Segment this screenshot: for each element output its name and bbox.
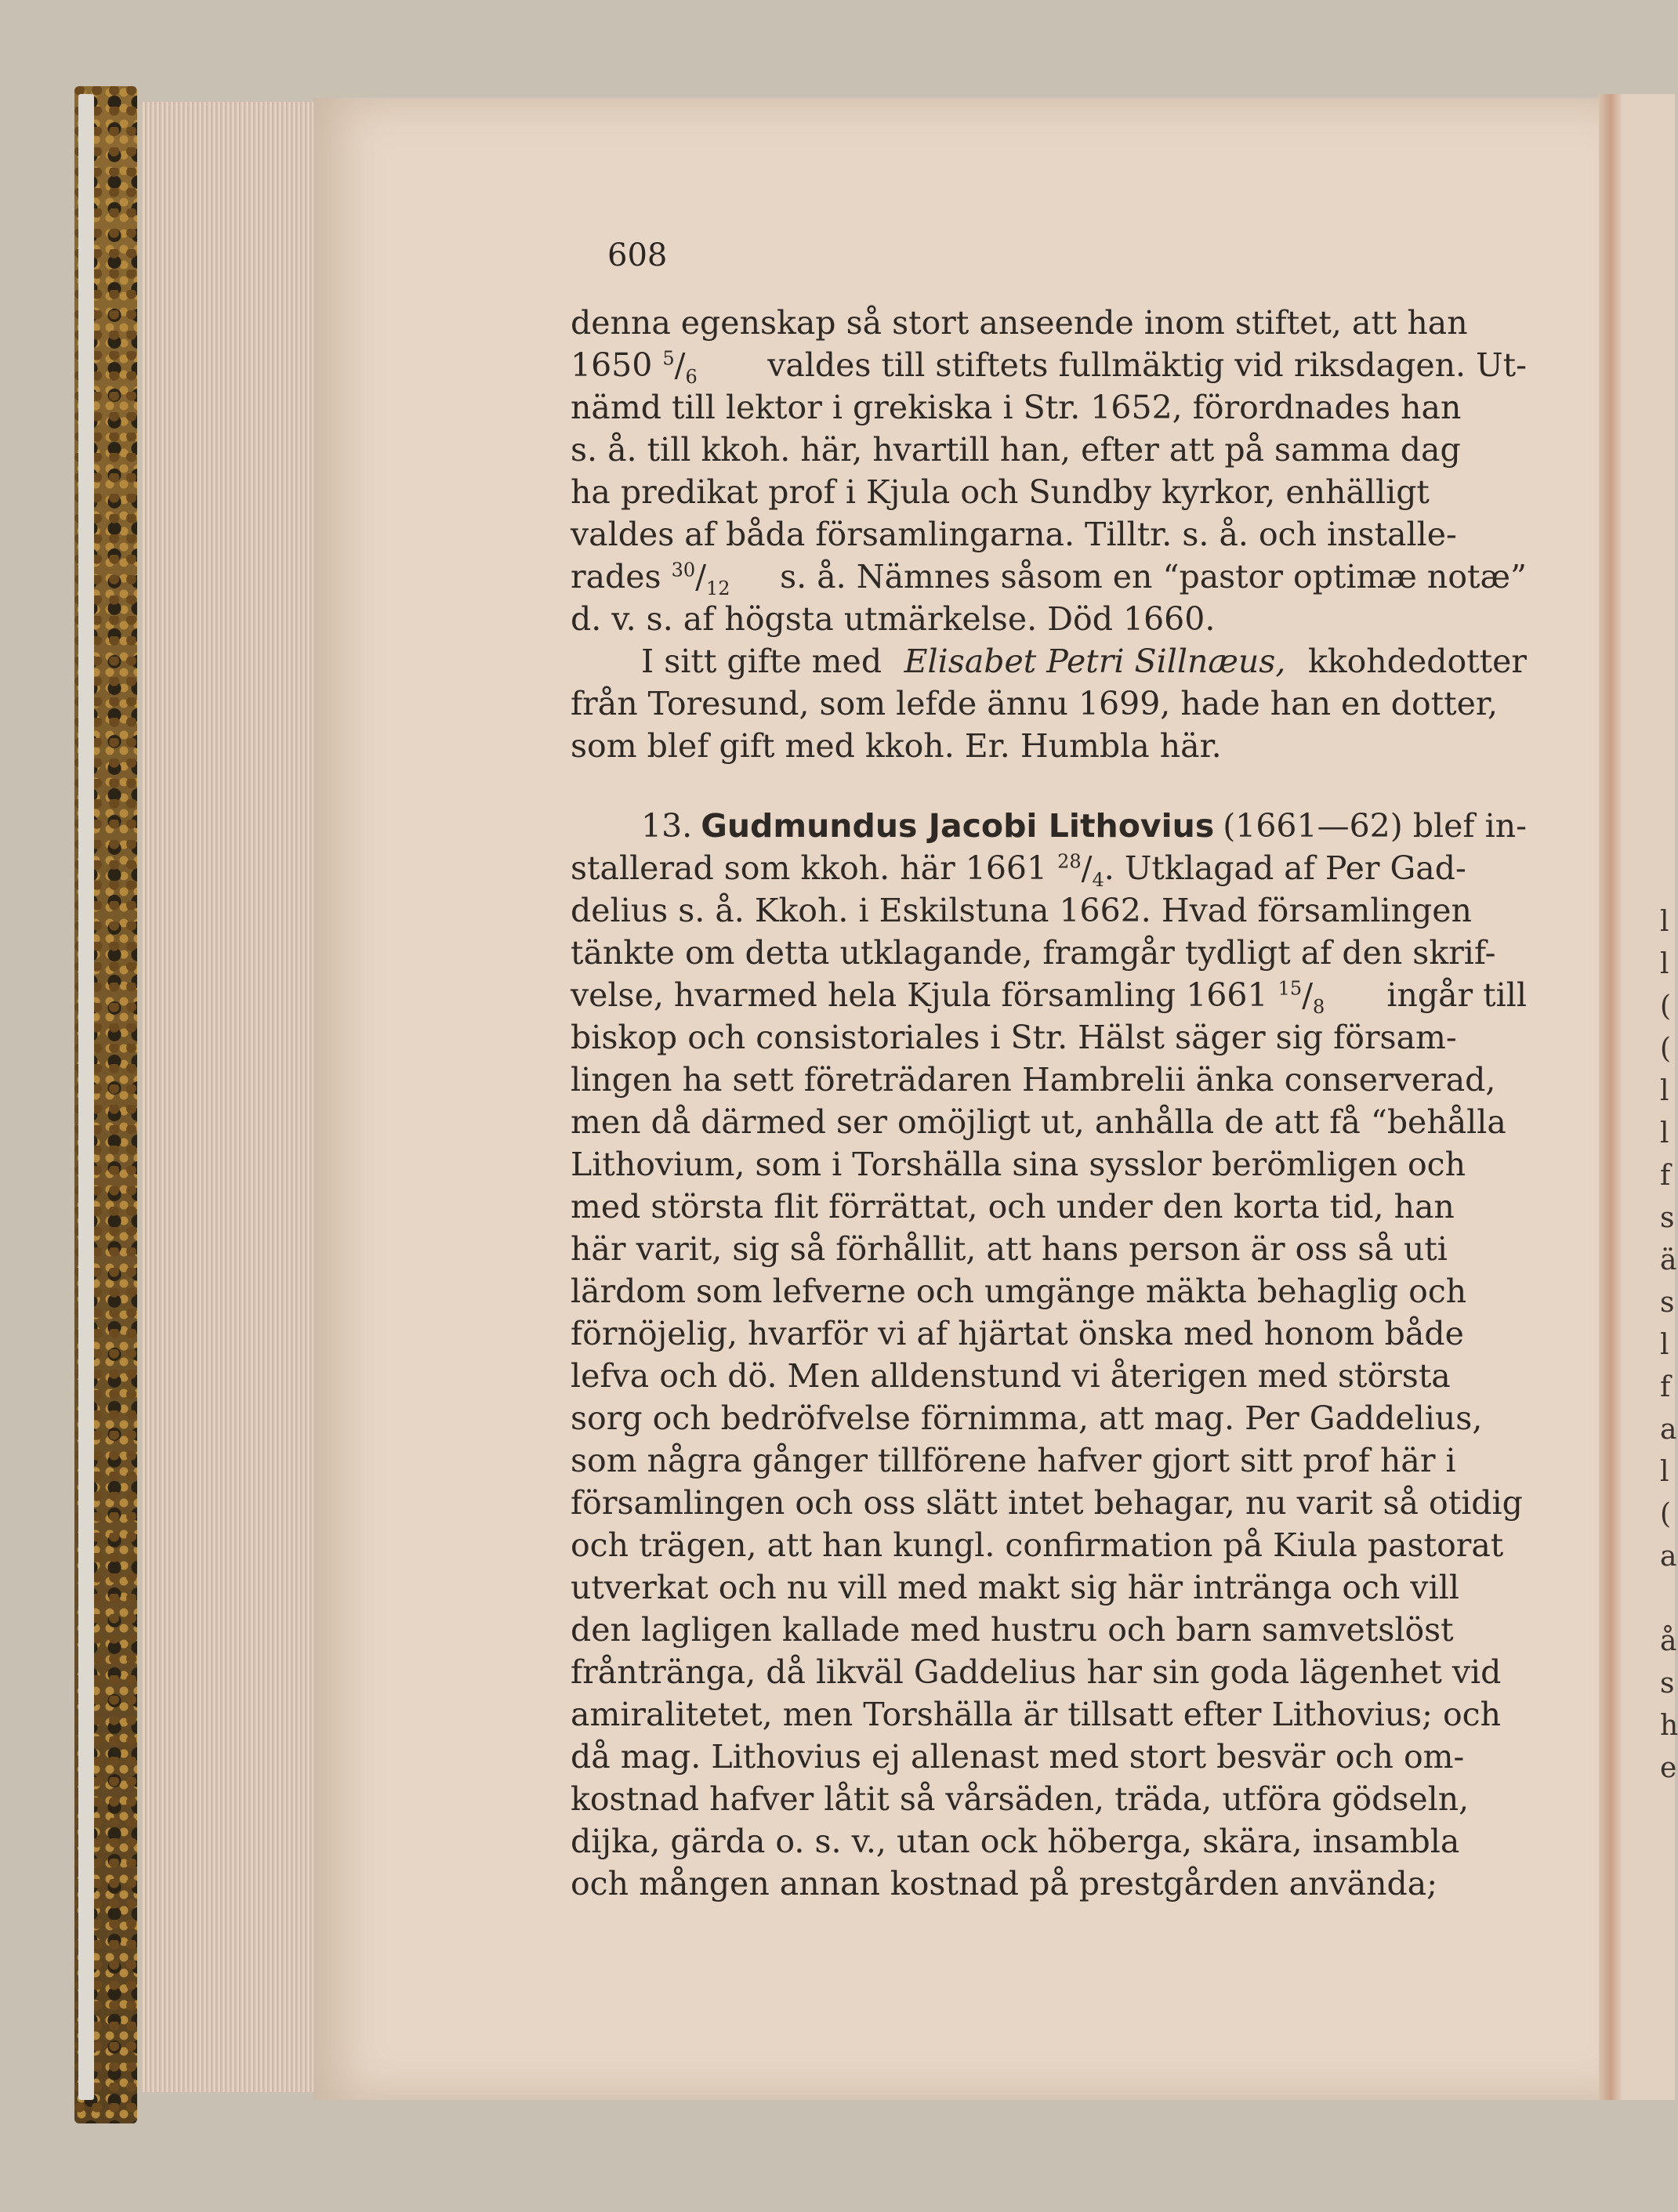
facing-page-edge-text xyxy=(1660,901,1678,1790)
text-line: församlingen och oss slätt intet behagar, nu varit så otidig xyxy=(571,1484,1523,1522)
edge-char: ( xyxy=(1660,1033,1672,1065)
edge-char: l xyxy=(1660,1329,1669,1361)
page-edges xyxy=(141,102,321,2092)
text-line: ha predikat prof i Kjula och Sundby kyrkor, enhälligt xyxy=(571,473,1430,511)
person-name: Elisabet Petri Sillnæus, xyxy=(904,643,1286,680)
text-line: amiralitetet, men Torshälla är tillsatt efter Lithovius; och xyxy=(571,1696,1502,1733)
text-line: tänkte om detta utklagande, framgår tydligt af den skrif- xyxy=(571,934,1496,972)
text-line: kostnad hafver låtit så vårsäden, träda, utföra gödseln, xyxy=(571,1780,1470,1818)
body-text xyxy=(571,302,1527,1905)
text-line: lefva och dö. Men alldenstund vi återigen med största xyxy=(571,1357,1451,1395)
text-line: förnöjelig, hvarför vi af hjärtat önska med honom både xyxy=(571,1315,1464,1352)
edge-char: a xyxy=(1660,1414,1677,1446)
text-line: den lagligen kallade med hustru och barn samvetslöst xyxy=(571,1611,1454,1649)
edge-char xyxy=(1660,1578,1678,1620)
text-line: och trägen, att han kungl. confirmation på Kiula pastorat xyxy=(571,1526,1504,1564)
edge-char: l xyxy=(1660,948,1669,980)
text-line: nämd till lektor i grekiska i Str. 1652, förordnades han xyxy=(571,389,1462,426)
edge-char: f xyxy=(1660,1371,1671,1403)
text-line: lingen ha sett företrädaren Hambrelii änka conserverad, xyxy=(571,1061,1496,1099)
text-line: biskop och consistoriales i Str. Hälst säger sig försam- xyxy=(571,1019,1457,1056)
edge-char: s xyxy=(1660,1202,1675,1234)
text-line: velse, hvarmed hela Kjula församling 1661 $^{15}/_8$ ingår till xyxy=(571,976,1527,1019)
text-line: fråntränga, då likväl Gaddelius har sin goda lägenhet vid xyxy=(571,1653,1502,1691)
edge-char: l xyxy=(1660,1075,1669,1107)
text-line: denna egenskap så stort anseende inom stiftet, att han xyxy=(571,304,1468,342)
edge-char: l xyxy=(1660,1456,1669,1488)
edge-char: l xyxy=(1660,906,1669,938)
edge-char: h xyxy=(1660,1710,1678,1742)
edge-char: a xyxy=(1660,1540,1677,1573)
edge-char: ( xyxy=(1660,1498,1672,1530)
page-number: 608 xyxy=(607,237,668,273)
cover-edge xyxy=(78,94,94,2100)
gutter xyxy=(1599,94,1622,2100)
edge-char: e xyxy=(1660,1752,1677,1784)
edge-char: l xyxy=(1660,1117,1669,1149)
text-line: med största flit förrättat, och under den korta tid, han xyxy=(571,1188,1455,1225)
text-line: stallerad som kkoh. här 1661 $^{28}/_4$. Utklagad af Per Gad- xyxy=(571,849,1466,892)
edge-char: ( xyxy=(1660,990,1672,1023)
text-line: sorg och bedröfvelse förnimma, att mag. Per Gaddelius, xyxy=(571,1399,1483,1437)
text-line: här varit, sig så förhållit, att hans person är oss så uti xyxy=(571,1230,1448,1268)
text-line: valdes af båda församlingarna. Tilltr. s. å. och installe- xyxy=(571,516,1457,553)
text-line: I sitt gifte med Elisabet Petri Sillnæus, kkohdedotter xyxy=(571,640,1527,682)
edge-char: f xyxy=(1660,1160,1671,1192)
text-line: delius s. å. Kkoh. i Eskilstuna 1662. Hvad församlingen xyxy=(571,892,1472,929)
text-line: d. v. s. af högsta utmärkelse. Död 1660. xyxy=(571,600,1216,638)
section-heading-line: 13. Gudmundus Jacobi Lithovius (1661—62) blef in- xyxy=(571,805,1527,847)
edge-char: å xyxy=(1660,1625,1677,1657)
text-line: men då därmed ser omöjligt ut, anhålla de att få “behålla xyxy=(571,1103,1506,1141)
text-line: utverkat och nu vill med makt sig här intränga och vill xyxy=(571,1569,1459,1606)
text-line: Lithovium, som i Torshälla sina sysslor berömligen och xyxy=(571,1146,1466,1183)
text-line: rades $^{30}/_{12}$ s. å. Nämnes såsom en “pastor optimæ notæ” xyxy=(571,558,1527,600)
text-line: då mag. Lithovius ej allenast med stort besvär och om- xyxy=(571,1738,1465,1776)
edge-char: s xyxy=(1660,1287,1675,1319)
text-line: dijka, gärda o. s. v., utan ock höberga, skära, insambla xyxy=(571,1823,1460,1860)
text-line: från Toresund, som lefde ännu 1699, hade han en dotter, xyxy=(571,685,1499,722)
text-line: s. å. till kkoh. här, hvartill han, efter att på samma dag xyxy=(571,431,1461,469)
text-line: 1650 $^5/_6$ valdes till stiftets fullmäktig vid riksdagen. Ut- xyxy=(571,346,1527,389)
section-heading: Gudmundus Jacobi Lithovius xyxy=(701,807,1215,845)
text-line: som några gånger tillförene hafver gjort sitt prof här i xyxy=(571,1442,1456,1479)
edge-char: ä xyxy=(1660,1244,1677,1276)
text-line: som blef gift med kkoh. Er. Humbla här. xyxy=(571,727,1222,765)
text-line: lärdom som lefverne och umgänge mäkta behaglig och xyxy=(571,1273,1467,1310)
text-line: och mången annan kostnad på prestgården använda; xyxy=(571,1865,1438,1902)
edge-char: s xyxy=(1660,1667,1675,1700)
